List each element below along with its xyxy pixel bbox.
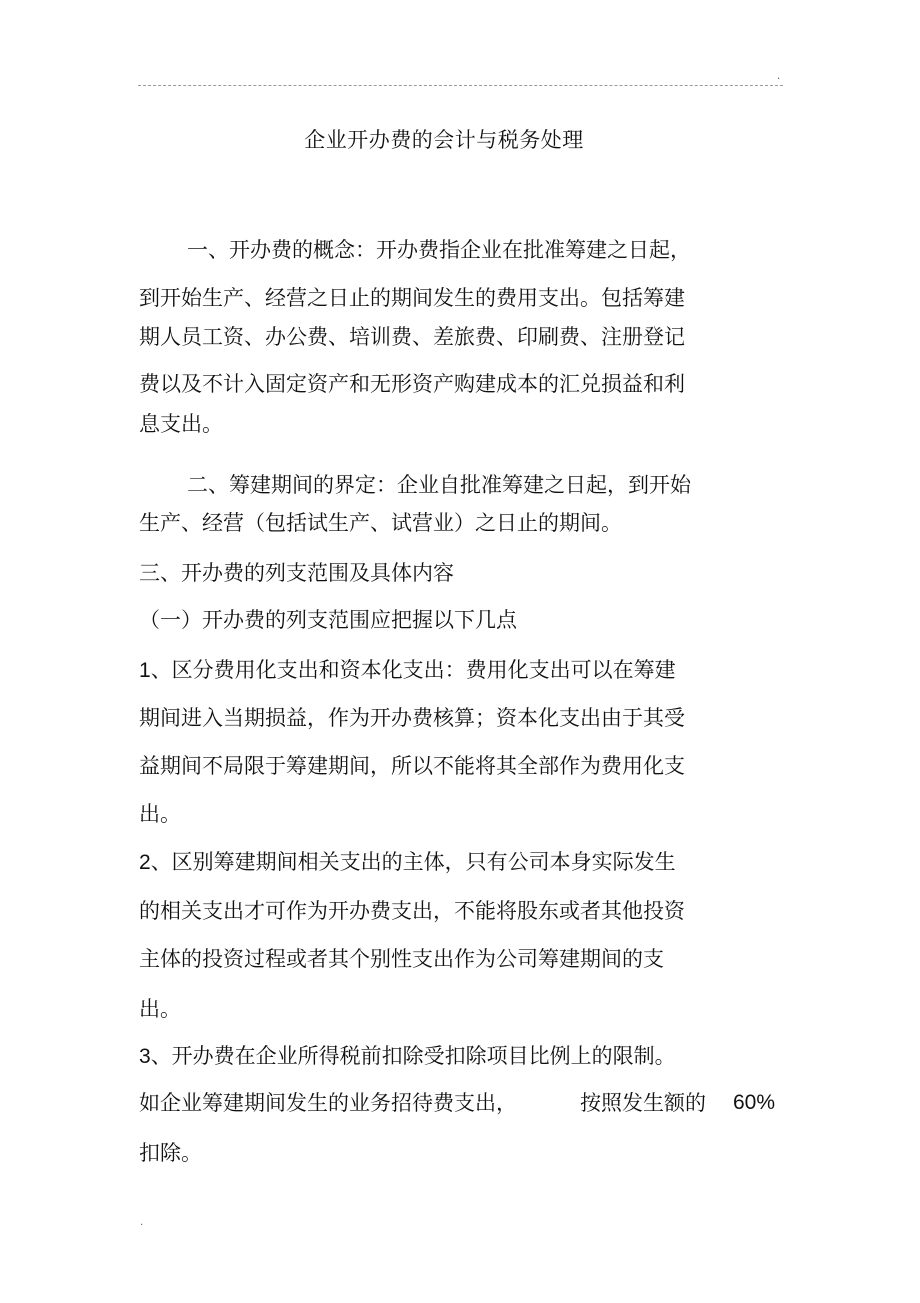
paragraph-line: 益期间不局限于筹建期间，所以不能将其全部作为费用化支 bbox=[139, 754, 685, 778]
item-text: 、区别筹建期间相关支出的主体，只有公司本身实际发生 bbox=[150, 850, 676, 874]
item-text: 、区分费用化支出和资本化支出：费用化支出可以在筹建 bbox=[150, 658, 676, 682]
paragraph-line: 主体的投资过程或者其个别性支出作为公司筹建期间的支 bbox=[139, 947, 664, 971]
item-number: 3 bbox=[139, 1045, 151, 1068]
paragraph-line: 一、开办费的概念：开办费指企业在批准筹建之日起， bbox=[187, 238, 691, 262]
section-subheading: （一）开办费的列支范围应把握以下几点 bbox=[139, 608, 517, 632]
document-title: 企业开办费的会计与税务处理 bbox=[304, 128, 584, 152]
paragraph-line: 出。 bbox=[139, 802, 181, 826]
paragraph-line: 费以及不计入固定资产和无形资产购建成本的汇兑损益和利 bbox=[139, 372, 685, 396]
line-part-2: 按照发生额的 bbox=[580, 1091, 706, 1115]
paragraph-line: 出。 bbox=[139, 997, 181, 1021]
percentage-value: 60% bbox=[733, 1091, 776, 1114]
corner-mark-top: . bbox=[777, 71, 781, 82]
header-rule bbox=[138, 85, 783, 86]
line-part-1: 如企业筹建期间发生的业务招待费支出， bbox=[139, 1091, 517, 1115]
item-number: 2 bbox=[139, 851, 151, 874]
paragraph-line: 期间进入当期损益，作为开办费核算；资本化支出由于其受 bbox=[139, 706, 685, 730]
paragraph-line: 息支出。 bbox=[139, 412, 223, 436]
paragraph-line: 生产、经营（包括试生产、试营业）之日止的期间。 bbox=[139, 511, 622, 535]
paragraph-line: 期人员工资、办公费、培训费、差旅费、印刷费、注册登记 bbox=[139, 325, 685, 349]
paragraph-line bbox=[139, 848, 676, 877]
paragraph-line bbox=[139, 656, 676, 685]
paragraph-line: 扣除。 bbox=[139, 1141, 202, 1165]
paragraph-line: 的相关支出才可作为开办费支出，不能将股东或者其他投资 bbox=[139, 899, 685, 923]
section-heading: 三、开办费的列支范围及具体内容 bbox=[139, 561, 454, 585]
paragraph-line: 到开始生产、经营之日止的期间发生的费用支出。包括筹建 bbox=[139, 286, 685, 310]
paragraph-line: 二、筹建期间的界定：企业自批准筹建之日起，到开始 bbox=[187, 473, 691, 497]
paragraph-line bbox=[139, 1042, 676, 1071]
corner-mark-bottom: . bbox=[140, 1217, 144, 1228]
item-number: 1 bbox=[139, 659, 151, 682]
item-text: 、开办费在企业所得税前扣除受扣除项目比例上的限制。 bbox=[150, 1044, 676, 1068]
